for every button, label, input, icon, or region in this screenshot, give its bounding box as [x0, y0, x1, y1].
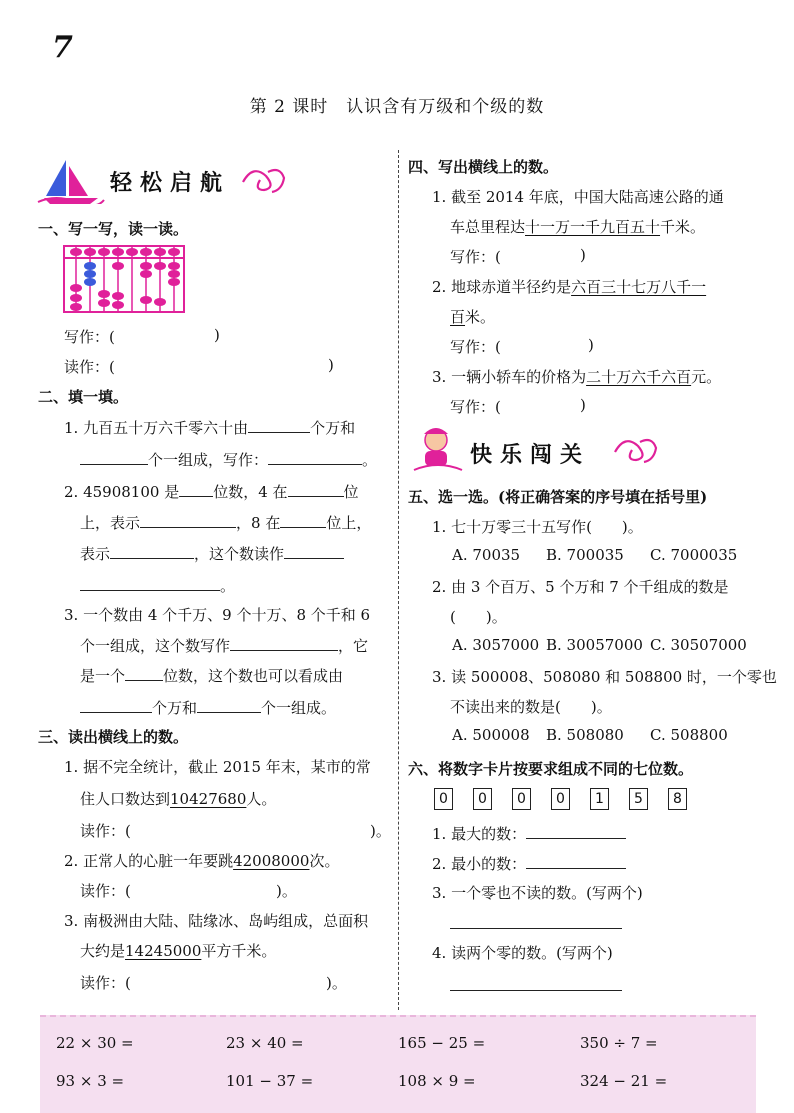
s3-q1-read-label: 读作：( [80, 822, 131, 840]
s2-q3-line2 [80, 634, 368, 656]
calc-item: 108 × 9 = [398, 1072, 476, 1090]
calc-item: 22 × 30 = [56, 1034, 134, 1052]
s2-q3-blank-4[interactable] [197, 696, 261, 713]
s4-q2-write-label: 写作：( [450, 338, 501, 356]
s3-q1-text-c: 人。 [246, 790, 277, 808]
s2-q3-line3 [80, 664, 343, 686]
s3-q2-read-label: 读作：( [80, 882, 131, 900]
s2-q2-line4 [80, 574, 235, 596]
calc-item: 165 − 25 = [398, 1034, 486, 1052]
s2-q1-text-b: 个万和 [310, 419, 356, 437]
calc-item: 350 ÷ 7 = [580, 1034, 658, 1052]
s2-q2-text-g: 表示 [80, 545, 111, 563]
calc-item: 93 × 3 = [56, 1072, 125, 1090]
s5-q1-option-b: B. 700035 [546, 546, 624, 564]
s5-q1-option-c: C. 7000035 [650, 546, 738, 564]
s2-q3-blank-3[interactable] [80, 696, 152, 713]
s3-q3-number: 14245000 [125, 942, 202, 960]
section-3-title: 三、读出横线上的数。 [38, 728, 189, 746]
section-5-title: 五、选一选。(将正确答案的序号填在括号里) [408, 488, 708, 506]
calc-item: 324 − 21 = [580, 1072, 668, 1090]
s2-q2-blank-3[interactable] [140, 511, 236, 528]
s3-q3-text-b: 大约是 [80, 942, 126, 960]
s4-q1-text-c: 千米。 [660, 218, 706, 236]
s1-write-label: 写作：( [64, 328, 115, 346]
s6-q1-text: 1. 最大的数： [432, 825, 527, 843]
digit-card: 5 [629, 788, 648, 810]
s4-q1-text-b: 车总里程达 [450, 218, 526, 236]
page-number: 7 [52, 30, 73, 65]
s4-q3-underlined: 二十万六千六百 [586, 368, 692, 386]
s2-q1-text-d: 。 [362, 451, 378, 469]
banner-title-1: 轻松启航 [110, 171, 231, 196]
s4-q2-underlined-2: 百 [450, 308, 466, 326]
s3-q3-read-close: )。 [326, 974, 347, 992]
s3-q1-line1: 1. 据不完全统计，截止 2015 年末，某市的常 [64, 758, 371, 776]
s5-q3-line2: 不读出来的数是( )。 [450, 698, 612, 716]
s4-q1-write-label: 写作：( [450, 248, 501, 266]
section-1-title: 一、写一写，读一读。 [38, 220, 189, 238]
s2-q2-blank-7[interactable] [80, 574, 220, 591]
s4-q2-write-close: ) [588, 336, 594, 354]
s3-q3-line2 [80, 940, 276, 961]
s6-q3-blank[interactable] [450, 912, 622, 929]
swirl-icon-2 [610, 432, 660, 472]
s2-q3-text-c: ，它 [338, 637, 369, 655]
s3-q2-text-b: 次。 [309, 852, 340, 870]
banner-title-2: 快乐闯关 [470, 443, 591, 468]
s2-q3-text-g: 个一组成。 [261, 699, 337, 717]
s4-q3-write-label: 写作：( [450, 398, 501, 416]
s2-q2-text-a: 2. 45908100 是 [64, 483, 180, 501]
s5-q3-option-b: B. 508080 [546, 726, 624, 744]
s2-q1-text-c: 个一组成，写作： [148, 451, 269, 469]
s2-q1-blank-2[interactable] [80, 448, 148, 465]
s4-q2-underlined: 六百三十七万八千一 [571, 278, 707, 296]
s2-q3-text-d: 是一个 [80, 667, 126, 685]
s6-q1 [432, 822, 626, 844]
s2-q2-line2 [80, 511, 371, 533]
s3-q1-text-b: 住人口数达到 [80, 790, 171, 808]
s5-q2-line1: 2. 由 3 个百万、5 个万和 7 个千组成的数是 [432, 578, 729, 596]
s3-q1-number: 10427680 [170, 790, 247, 808]
s3-q1-line2 [80, 788, 276, 809]
s6-q4-blank[interactable] [450, 974, 622, 991]
s5-q3-option-a: A. 500008 [452, 726, 530, 744]
s2-q3-text-b: 个一组成，这个数写作 [80, 637, 231, 655]
s5-q2-option-c: C. 30507000 [650, 636, 747, 654]
s3-q2-text-a: 2. 正常人的心脏一年要跳 [64, 852, 234, 870]
digit-card: 1 [590, 788, 609, 810]
s2-q2-text-b: 位数，4 在 [213, 483, 288, 501]
s3-q2-number: 42008000 [233, 852, 310, 870]
swirl-icon [238, 162, 288, 202]
s2-q2-blank-6[interactable] [284, 542, 344, 559]
banner-easy-start [36, 158, 106, 208]
s2-q2-text-f: 位上， [326, 514, 372, 532]
s2-q3-text-f: 个万和 [152, 699, 198, 717]
digit-card: 0 [512, 788, 531, 810]
sailboat-icon [36, 158, 106, 204]
digit-cards [434, 788, 707, 810]
s1-write-close: ) [214, 326, 220, 344]
s2-q2-blank-5[interactable] [110, 542, 194, 559]
s2-q1-text-a: 1. 九百五十万六千零六十由 [64, 419, 249, 437]
cartoon-girl-icon [410, 424, 466, 478]
s2-q1-line1 [64, 416, 355, 438]
s3-q2-read-close: )。 [276, 882, 297, 900]
digit-card: 0 [473, 788, 492, 810]
s5-q1-option-a: A. 70035 [452, 546, 521, 564]
s6-q1-blank[interactable] [526, 822, 626, 839]
s2-q2-text-i: 。 [220, 577, 236, 595]
s4-q2-text-b: 米。 [465, 308, 496, 326]
digit-card: 0 [551, 788, 570, 810]
s2-q3-line1: 3. 一个数由 4 个千万、9 个十万、8 个千和 6 [64, 606, 371, 624]
s4-q2-text-a: 2. 地球赤道半径约是 [432, 278, 572, 296]
s6-q2-blank[interactable] [526, 852, 626, 869]
s2-q2-line1 [64, 480, 359, 502]
section-4-title: 四、写出横线上的数。 [408, 158, 559, 176]
s2-q2-blank-2[interactable] [288, 480, 344, 497]
column-divider [398, 150, 399, 1010]
s6-q2-text: 2. 最小的数： [432, 855, 527, 873]
s5-q3-line1: 3. 读 500008、508080 和 508800 时，一个零也 [432, 668, 777, 686]
mental-math-strip [40, 1015, 756, 1113]
s6-q3: 3. 一个零也不读的数。(写两个) [432, 884, 643, 902]
s4-q2-line1 [432, 276, 706, 297]
s2-q2-text-e: ，8 在 [236, 514, 281, 532]
s4-q1-line1: 1. 截至 2014 年底，中国大陆高速公路的通 [432, 188, 724, 206]
s4-q1-write-close: ) [580, 246, 586, 264]
digit-card: 0 [434, 788, 453, 810]
s2-q2-text-d: 上，表示 [80, 514, 141, 532]
digit-card: 8 [668, 788, 687, 810]
section-2-title: 二、填一填。 [38, 388, 129, 406]
s6-q4: 4. 读两个零的数。(写两个) [432, 944, 613, 962]
s2-q3-blank-1[interactable] [230, 634, 338, 651]
s2-q2-blank-1[interactable] [179, 480, 213, 497]
lesson-title: 第 2 课时 认识含有万级和个级的数 [249, 97, 545, 117]
s5-q2-option-b: B. 30057000 [546, 636, 643, 654]
s3-q3-text-c: 平方千米。 [201, 942, 277, 960]
s5-q1: 1. 七十万零三十五写作( )。 [432, 518, 643, 536]
s1-read-close: ) [328, 356, 334, 374]
s4-q3-line1 [432, 366, 721, 387]
s2-q2-line3 [80, 542, 344, 564]
s5-q3-option-c: C. 508800 [650, 726, 728, 744]
s4-q1-underlined: 十一万一千九百五十 [525, 218, 661, 236]
s2-q2-text-h: ，这个数读作 [194, 545, 285, 563]
s2-q3-line4 [80, 696, 336, 718]
s2-q1-blank-3[interactable] [268, 448, 362, 465]
s2-q1-blank-1[interactable] [248, 416, 310, 433]
s3-q3-line1: 3. 南极洲由大陆、陆缘冰、岛屿组成，总面积 [64, 912, 369, 930]
s4-q3-write-close: ) [580, 396, 586, 414]
abacus-image [62, 244, 186, 318]
s5-q2-option-a: A. 3057000 [452, 636, 540, 654]
s6-q2 [432, 852, 626, 874]
section-6-title: 六、将数字卡片按要求组成不同的七位数。 [408, 760, 694, 778]
s2-q1-line2 [80, 448, 377, 470]
s3-q2-line1 [64, 850, 339, 871]
s1-read-label: 读作：( [64, 358, 115, 376]
s4-q3-text-b: 元。 [691, 368, 722, 386]
s4-q3-text-a: 3. 一辆小轿车的价格为 [432, 368, 587, 386]
s2-q2-blank-4[interactable] [280, 511, 326, 528]
calc-item: 23 × 40 = [226, 1034, 304, 1052]
s2-q3-blank-2[interactable] [125, 664, 163, 681]
s2-q2-text-c: 位 [343, 483, 359, 501]
s2-q3-text-e: 位数，这个数也可以看成由 [163, 667, 344, 685]
s5-q2-line2: ( )。 [450, 608, 507, 626]
s3-q1-read-close: )。 [370, 822, 391, 840]
s4-q2-line2 [450, 306, 495, 327]
s3-q3-read-label: 读作：( [80, 974, 131, 992]
calc-item: 101 − 37 = [226, 1072, 314, 1090]
s4-q1-line2 [450, 216, 705, 237]
